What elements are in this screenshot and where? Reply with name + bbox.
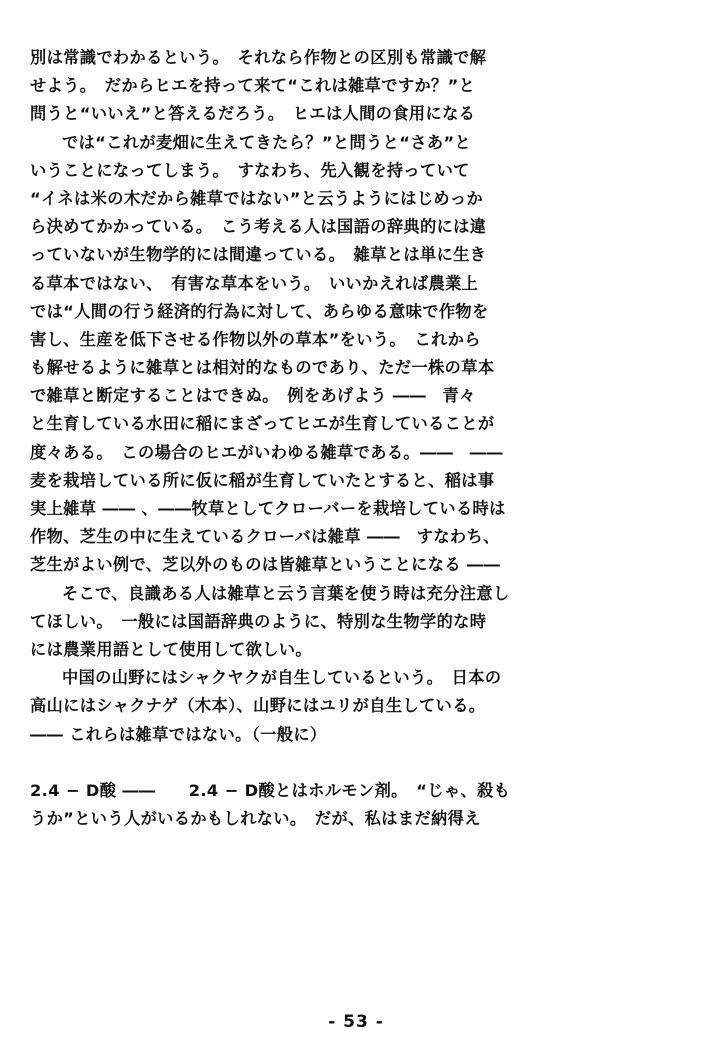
page-number: - 53 - [328, 1012, 384, 1032]
text-line: ―― これらは雑草ではない。（一般に） [30, 724, 327, 744]
text-line: うか”という人がいるかもしれない。 だが、私はまだ納得え [30, 808, 481, 828]
text-line: では“人間の行う経済的行為に対して、あらゆる意味で作物を [30, 301, 489, 321]
document-body [30, 44, 680, 833]
text-line: ら決めてかかっている。 こう考える人は国語の辞典的には違 [30, 217, 487, 237]
text-line: 作物、芝生の中に生えているクローバは雑草 ―― すなわち、 [30, 527, 500, 547]
text-line: 高山にはシャクナゲ（木本）、山野にはユリが自生している。 [30, 696, 486, 716]
text-line: 別は常識でわかるという。 それなら作物との区別も常識で解 [30, 48, 487, 67]
text-line: そこで、良識ある人は雑草と云う言葉を使う時は充分注意し [62, 583, 510, 603]
text-line: 中国の山野にはシャクヤクが自生しているという。 日本の [62, 668, 502, 688]
text-line: と生育している水田に稲にまざってヒエが生育していることが [30, 414, 495, 434]
text-line: “イネは米の木だから雑草ではない”と云うようにはじめっか [30, 188, 484, 208]
text-line: 麦を栽培している所に仮に稲が生育していたとすると、稲は事 [30, 470, 495, 490]
text-line: 度々ある。 この場合のヒエがいわゆる雑草である。―― ―― [30, 442, 503, 462]
text-line: る草本ではない、 有害な草本をいう。 いいかえれば農業上 [30, 273, 479, 293]
text-line: 害し、生産を低下させる作物以外の草本”をいう。 これから [30, 329, 481, 349]
text-line: も解せるように雑草とは相対的なものであり、ただ一株の草本 [30, 358, 495, 378]
text-line: 2.4 − D酸 ―― 2.4 − D酸とはホルモン剤。 “じゃ、殺も [30, 780, 511, 800]
text-line: いうことになってしまう。 すなわち、先入観を持っていて [30, 160, 470, 180]
text-line: 問うと“いいえ”と答えるだろう。 ヒエは人間の食用になる [30, 104, 476, 124]
text-line: で雑草と断定することはできぬ。 例をあげよう ―― 青々 [30, 386, 476, 406]
text-line: てほしい。 一般には国語辞典のように、特別な生物学的な時 [30, 611, 487, 631]
text-line: には農業用語として使用して欲しい。 [30, 639, 312, 659]
text-line: っていないが生物学的には間違っている。 雑草とは単に生き [30, 245, 487, 265]
text-line: 実上雑草 ―― 、――牧草としてクローバーを栽培している時は [30, 499, 506, 518]
text-line: せよう。 だからヒエを持って来て“これは雑草ですか？”と [30, 76, 476, 96]
paragraph-gap [30, 749, 680, 777]
text-line: 芝生がよい例で、芝以外のものは皆雑草ということになる ―― [30, 555, 501, 575]
text-line: では“これが麦畑に生えてきたら？”と問うと“さあ”と [62, 132, 472, 152]
